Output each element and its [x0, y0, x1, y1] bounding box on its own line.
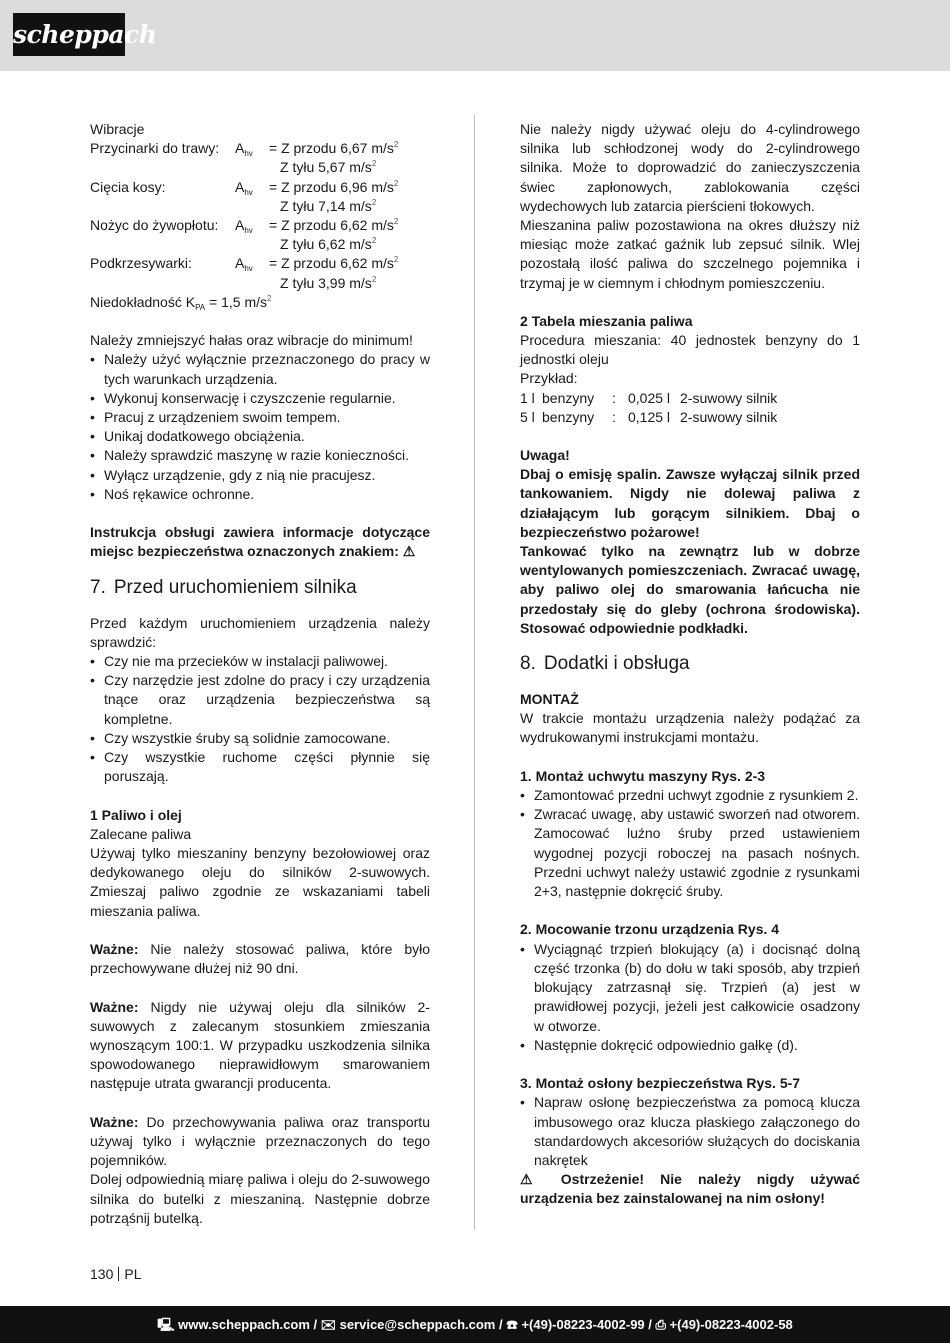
montaz-text: W trakcie montażu urządzenia należy podążać za wydrukowanymi instrukcjami montażu. [520, 710, 860, 746]
important-note-2: Ważne: Nigdy nie używaj oleju dla silników 2-suwowych z zalecanym stosunkiem zmieszania wynoszącym 100:1. W przypadku uszkodzenia silnika spowodowanego nieprawidłowym smarowaniem następuje utrata gwarancji producenta. [90, 998, 430, 1092]
step-2-list [520, 940, 860, 1055]
mixture-storage: Mieszanina paliw pozostawiona na okres dłuższy niż miesiąc może zatkać gaźnik lub zepsuć silnik. Wlej pozostałą ilość paliwa do szczelnego pojemnika i trzymaj je w ciemnym i chłodnym pomieszczeniu. [520, 217, 860, 291]
list-item: • Napraw osłonę bezpieczeństwa za pomocą klucza imbusowego oraz klucza płaskiego załączonego do standardowych akcesoriów służących do dociskania nakrętek [520, 1093, 860, 1170]
fuel-text: Używaj tylko mieszaniny benzyny bezołowiowej oraz dedykowanego oleju do silników 2-suwowych. Zmieszaj paliwo zgodnie ze wskazaniami tabeli mieszania paliwa. [90, 845, 430, 919]
header-bar [0, 0, 950, 71]
footer-web[interactable]: www.scheppach.com [178, 1317, 310, 1332]
mix-table-row: 5 l benzyny : 0,125 l 2-suwowy silnik [520, 408, 778, 425]
mix-table [520, 389, 860, 427]
vibration-table [90, 139, 430, 293]
attention-text-2: Tankować tylko na zewnątrz lub w dobrze wentylowanych pomieszczeniach. Zwracać uwagę, aby paliwo olej do smarowania łańcucha nie przedostały się do gleby (ochrona środowiska). Stosować odpowiednie podkładki. [520, 543, 860, 636]
section-8-heading: 8. Dodatki i obsługa [520, 653, 690, 675]
computer-icon: 🖳 [157, 1317, 175, 1332]
list-item: • Noś rękawice ochronne. [90, 485, 430, 504]
page-number: 130 PL [90, 1266, 142, 1282]
step-3-heading: 3. Montaż osłony bezpieczeństwa Rys. 5-7 [520, 1075, 801, 1092]
footer-email[interactable]: service@scheppach.com [339, 1317, 496, 1332]
mix-table-heading: 2 Tabela mieszania paliwa [520, 312, 693, 329]
attention-title: Uwaga! [520, 447, 570, 464]
vibration-title: Wibracje [90, 121, 145, 137]
list-item: • Wykonuj konserwację i czyszczenie regularnie. [90, 389, 430, 408]
attention-text: Dbaj o emisję spalin. Zawsze wyłączaj silnik przed tankowaniem. Nigdy nie dolewaj paliwa z działającym lub gorącym silnikiem. Dbaj o bezpieczeństwo pożarowe! [520, 466, 860, 540]
list-item: • Unikaj dodatkowego obciążenia. [90, 427, 430, 446]
section-7-heading: 7. Przed uruchomieniem silnika [90, 576, 357, 598]
instruction-note: Instrukcja obsługi zawiera informacje dotyczące miejsc bezpieczeństwa oznaczonych znakiem: ⚠ [90, 524, 430, 560]
list-item: • Czy narzędzie jest zdolne do pracy i czy urządzenia tnące oraz urządzenia bezpieczeństwa są kompletne. [90, 671, 430, 729]
vibration-row-rear: Z tyłu 3,99 $m/s^2$ [280, 274, 377, 291]
list-item: • Następnie dokręcić odpowiednio gałkę (d). [520, 1036, 860, 1055]
footer-phone: +(49)-08223-4002-99 [521, 1317, 645, 1332]
vibration-row-rear: Z tyłu 5,67 $m/s^2$ [280, 159, 377, 176]
list-item: • Wyciągnąć trzpień blokujący (a) i docisnąć dolną część trzonka (b) do dołu w taki sposób, aby trzpień blokujący zatrzasnął się. Trzpień (a) jest w prawidłowej pozycji, jeżeli jest całkowicie osadzony w otworze. [520, 940, 860, 1036]
list-item: • Czy wszystkie śruby są solidnie zamocowane. [90, 729, 430, 748]
pour-text: Dolej odpowiednią miarę paliwa i oleju do 2-suwowego silnika do butelki z mieszaniną. Następnie dobrze potrząśnij butelką. [90, 1171, 430, 1226]
check-list [90, 652, 430, 786]
footer-bar: 🖳 www.scheppach.com / ✉ service@scheppach.com / ☎ +(49)-08223-4002-99 / ⎙ +(49)-08223-4002-58 [0, 1306, 950, 1343]
step-1-list [520, 786, 860, 901]
vibration-row-rear: Z tyłu 7,14 $m/s^2$ [280, 197, 377, 214]
example-label: Przykład: [520, 370, 578, 387]
check-intro: Przed każdym uruchomieniem urządzenia należy sprawdzić: [90, 614, 430, 650]
step-2-heading: 2. Mocowanie trzonu urządzenia Rys. 4 [520, 921, 780, 938]
fuel-subheading: Zalecane paliwa [90, 825, 192, 842]
step-1-heading: 1. Montaż uchwytu maszyny Rys. 2-3 [520, 767, 766, 784]
fuel-heading: 1 Paliwo i olej [90, 806, 182, 823]
vibration-row-rear: Z tyłu 6,62 $m/s^2$ [280, 236, 377, 253]
mix-table-row: 1 l benzyny : 0,025 l 2-suwowy silnik [520, 389, 778, 406]
list-item: • Wyłącz urządzenie, gdy z nią nie pracujesz. [90, 466, 430, 485]
list-item: • Zamontować przedni uchwyt zgodnie z rysunkiem 2. [520, 786, 860, 805]
fax-icon: ⎙ [655, 1317, 666, 1332]
footer-fax: +(49)-08223-4002-58 [669, 1317, 793, 1332]
important-note-1: Ważne: Nie należy stosować paliwa, które było przechowywane dłużej niż 90 dni. [90, 941, 430, 977]
mail-icon: ✉ [320, 1317, 336, 1332]
list-item: • Należy sprawdzić maszynę w razie konieczności. [90, 446, 430, 465]
vibration-row: Cięcia kosy: $A_{hv}$ = Z przodu 6,96 $m/s^2$ [90, 178, 399, 197]
oil-warning: Nie należy nigdy używać oleju do 4-cylindrowego silnika lub schłodzonej wody do 2-cylindrowego silnika. Może to doprowadzić do zanieczyszczenia świec zapłonowych, zablokowania części wydechowych lub zatarcia pierścieni tłokowych. [520, 121, 860, 214]
phone-icon: ☎ [506, 1317, 518, 1332]
safety-list [90, 350, 430, 504]
reduce-note: Należy zmniejszyć hałas oraz wibracje do minimum! [90, 332, 413, 349]
vibration-row: Przycinarki do trawy: $A_{hv}$ = Z przodu 6,67 $m/s^2$ [90, 140, 399, 159]
column-divider [474, 115, 475, 1230]
important-note-3: Ważne: Do przechowywania paliwa oraz transportu używaj tylko i wyłącznie przeznaczonych do tego pojemników. [90, 1113, 430, 1169]
mix-procedure: Procedura mieszania: 40 jednostek benzyny do 1 jednostki oleju [520, 332, 860, 368]
list-item: • Czy wszystkie ruchome części płynnie się poruszają. [90, 748, 430, 786]
uncertainty: Niedokładność $K_{PA} = 1,5$ $m/s^2$ [90, 293, 272, 312]
vibration-row: Podkrzesywarki: $A_{hv}$ = Z przodu 6,62 $m/s^2$ [90, 255, 399, 274]
list-item: • Czy nie ma przecieków w instalacji paliwowej. [90, 652, 430, 671]
montaz-heading: MONTAŻ [520, 691, 579, 708]
final-warning: ⚠ Ostrzeżenie! Nie należy nigdy używać urządzenia bez zainstalowanej na nim osłony! [520, 1171, 860, 1207]
right-column [520, 120, 860, 1209]
step-3-list [520, 1093, 860, 1170]
brand-logo: scheppach [13, 13, 125, 56]
vibration-row: Nożyc do żywopłotu: $A_{hv}$ = Z przodu 6,62 $m/s^2$ [90, 217, 399, 236]
list-item: • Zwracać uwagę, aby ustawić sworzeń nad otworem. Zamocować luźno śruby przed ustawieniem wygodnej pozycji roboczej na pasach nośnych. Przedni uchwyt należy ustawić zgodnie z rysunkami 2+3, następnie dokręcić śruby. [520, 805, 860, 901]
list-item: • Pracuj z urządzeniem swoim tempem. [90, 408, 430, 427]
list-item: • Należy użyć wyłącznie przeznaczonego do pracy w tych warunkach urządzenia. [90, 350, 430, 388]
left-column [90, 120, 430, 1228]
